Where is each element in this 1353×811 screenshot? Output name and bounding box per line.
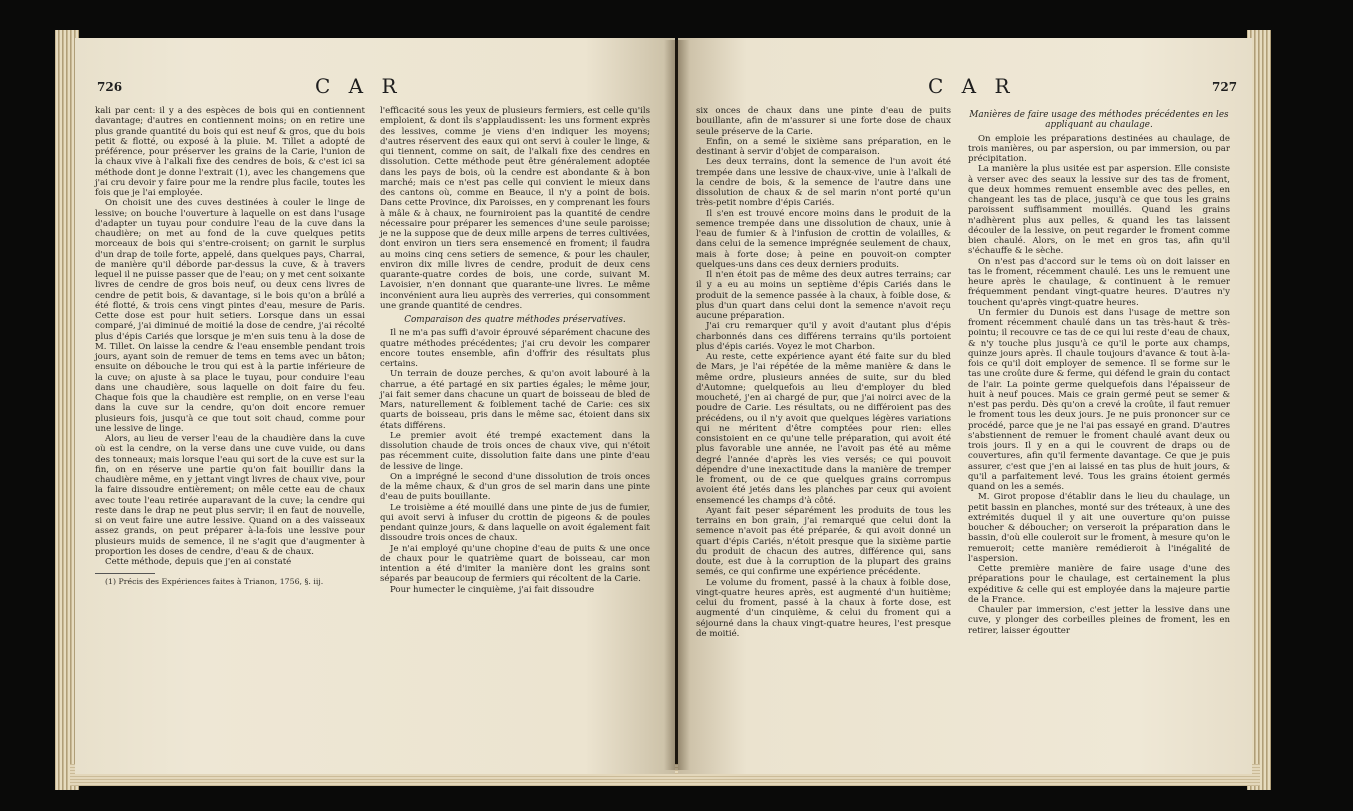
paragraph: Enfin, on a semé le sixième sans préparation, en le destinant à servir d'objet de comparaison.: [696, 136, 951, 157]
section-heading: Comparaison des quatre méthodes préservatives.: [404, 315, 626, 325]
paragraph: Au reste, cette expérience ayant été faite sur du bled de Mars, je l'ai répétée de la même manière & dans le même ordre, plusieurs années de suite, sur du bled d'Automne; quelquefois au lieu d'employer du bled moucheté, j'en ai chargé de pur, que j'ai noirci avec de la poudre de Carie. Les résultats, ou ne différoient pas des précédens, ou il n'y avoit que quelques légères variations qui ne méritent d'être comptées pour rien: elles consistoient en ce qu'une telle préparation, qui avoit été plus favorable une année, ne l'avoit pas été au même degré l'année d'après les vies versés; ce qui pouvoit dépendre d'une inexactitude dans la manière de tremper le froment, ou de ce que quelques grains corrompus avoient été jetés dans les planches par ceux qui avoient ensemencé les champs d'à côté.: [696, 352, 951, 506]
paragraph: Un fermier du Dunois est dans l'usage de mettre son froment récemment chaulé dans un tas très-haut & très-pointu; il recouvre ce tas de ce qui lui reste d'eau de chaux, & n'y touche plus jusqu'à ce qu'il le porte aux champs, quinze jours après. Il chaule toujours d'avance & tout à-la-fois ce qu'il doit employer de semence. Il se forme sur le tas une croûte dure & ferme, qui défend le grain du contact de l'air. La pointe germe quelquefois dans l'épaisseur de huit à neuf pouces. Mais ce grain germé peut se semer & n'est pas perdu. Dès qu'on a crevé la croûte, il faut remuer le froment tous les deux jours. Je ne puis prononcer sur ce procédé, parce que je ne l'ai pas essayé en grand. D'autres s'abstiennent de remuer le froment chaulé avant deux ou trois jours. Il y en a qui le couvrent de draps ou de couvertures, afin qu'il fermente davantage. Ce que je puis assurer, c'est que j'en ai laissé en tas plus de huit jours, & qu'il a parfaitement levé. Tous les grains étoient germés quand on les a semés.: [968, 307, 1230, 492]
paragraph: Le premier avoit été trempé exactement dans la dissolution chaude de trois onces de chaux vive, qui n'étoit pas récemment cuite, dissolution faite dans une pinte d'eau de lessive de linge.: [380, 430, 650, 472]
paragraph: Un terrain de douze perches, & qu'on avoit labouré à la charrue, a été partagé en six parties égales; le même jour, j'ai fait semer dans chacune un quart de boisseau de bled de Mars, naturellement & foiblement taché de Carie: ces six quarts de boisseau, pris dans le même sac, étoient dans six états différens.: [380, 369, 650, 431]
paragraph: On n'est pas d'accord sur le tems où on doit laisser en tas le froment, récemment chaulé. Les uns le remuent une heure après le chaulage, & continuent à le remuer fréquemment pendant vingt-quatre heures. D'autres n'y touchent qu'après vingt-quatre heures.: [968, 256, 1230, 308]
paragraph: Le volume du froment, passé à la chaux à foible dose, vingt-quatre heures après, est augmenté d'un huitième; celui du froment, passé à la chaux à forte dose, est augmenté d'un cinquième, & celui du froment qui a séjourné dans la chaux vingt-quatre heures, l'est presque de moitié.: [696, 577, 951, 639]
paragraph: On choisit une des cuves destinées à couler le linge de lessive; on bouche l'ouverture à laquelle on est dans l'usage d'adapter un tuyau pour conduire l'eau de la cuve dans la chaudière; on met au fond de la cuve quelques petits morceaux de bois qui s'entre-croisent; on garnit le surplus d'un drap de toile forte, appelé, dans quelques pays, Charrai, de manière qu'il déborde par-dessus la cuve, & à travers lequel il ne puisse passer que de l'eau; on y met cent soixante livres de cendre de gros bois neuf, ou deux cens livres de cendre de petit bois, & davantage, si le bois qu'on a brûlé a été flotté, & trois cens vingt pintes d'eau, mesure de Paris. Cette dose est pour huit setiers. Lorsque dans un essai comparé, j'ai diminué de moitié la dose de cendre, j'ai récolté plus d'épis Cariés que lorsque je m'en suis tenu à la dose de M. Tillet. On laisse la cendre & l'eau ensemble pendant trois jours, ayant soin de remuer de tems en tems avec un bâton; ensuite on débouche le trou qui est à la partie inférieure de la cuve; on ajuste à sa place le tuyau, pour conduire l'eau dans une chaudière, sous laquelle on doit faire du feu. Chaque fois que la chaudière est remplie, on en verse l'eau dans la cuve sur la cendre, qu'on doit encore remuer plusieurs fois, jusqu'à ce que tout soit chaud, comme pour une lessive de linge.: [95, 198, 365, 434]
running-head: C A R: [928, 74, 1016, 98]
footnote-rule: [95, 573, 155, 574]
left-page: [75, 38, 675, 774]
book-gutter: [664, 40, 690, 770]
left-column-2: [380, 106, 650, 595]
paragraph: On emploie les préparations destinées au chaulage, de trois manières, ou par aspersion, ou par immersion, ou par précipitation.: [968, 133, 1230, 164]
paragraph: Il s'en est trouvé encore moins dans le produit de la semence trempée dans une dissolution de chaux, unie à l'eau de fumier & à l'infusion de crottin de volailles, & dans celui de la semence imprégnée seulement de chaux, mais à forte dose; à peine en pouvoit-on compter quelques-uns dans ces deux derniers produits.: [696, 208, 951, 270]
paragraph: Les deux terrains, dont la semence de l'un avoit été trempée dans une lessive de chaux-vive, unie à l'alkali de la cendre de bois, & la semence de l'autre dans une dissolution de chaux & de sel marin n'ont porté qu'un très-petit nombre d'épis Cariés.: [696, 157, 951, 209]
paragraph: Alors, au lieu de verser l'eau de la chaudière dans la cuve où est la cendre, on la verse dans une cuve vuide, ou dans des tonneaux; mais lorsque l'eau qui sort de la cuve est sur la fin, on en réserve une partie qu'on fait bouillir dans la chaudière même, en y jettant vingt livres de chaux vive, pour la faire dissoudre entièrement; on mêle cette eau de chaux avec toute l'eau retirée auparavant de la cuve; la cendre qui reste dans le drap ne peut plus servir; il en faut de nouvelle, si on veut faire une autre lessive. Quand on a des vaisseaux assez grands, on peut préparer à-la-fois une lessive pour plusieurs muids de semence, il ne s'agit que d'augmenter à proportion les doses de cendre, d'eau & de chaux.: [95, 434, 365, 557]
paragraph: On a imprégné le second d'une dissolution de trois onces de la même chaux, & d'un gros de sel marin dans une pinte d'eau de puits bouillante.: [380, 471, 650, 503]
paragraph: l'efficacité sous les yeux de plusieurs fermiers, est celle qu'ils emploient, & dont ils s'applaudissent: les uns forment exprès des lessives, comme je viens d'en indiquer les moyens; d'autres réservent des eaux qui ont servi à couler le linge, & qui tiennent, comme on sait, de l'alkali fixe des cendres en dissolution. Cette méthode peut être généralement adoptée dans les pays de bois, où la cendre est abondante & à bon marché; mais ce n'est pas celle qui convient le mieux dans des cantons où, comme en Beauce, il n'y a point de bois. Dans cette Province, dix Paroisses, en y comprenant les fours à mâle & à chaux, ne fourniroient pas la quantité de cendre nécessaire pour préparer les semences d'une seule paroisse; je ne la suppose que de deux mille arpens de terres cultivées, dont environ un tiers sera ensemencé en froment; il faudra au moins cinq cens setiers de semence, & pour les chauler, environ dix mille livres de cendre, produit de deux cens quarante-quatre cordes de bois, une corde, suivant M. Lavoisier, n'en donnant que quarante-une livres. Le même inconvénient aura lieu auprès des verreries, qui consomment une grande quantité de cendres.: [380, 106, 650, 311]
paragraph: Cette méthode, depuis que j'en ai constaté: [105, 557, 292, 567]
section-heading: Manières de faire usage des méthodes précédentes en les appliquant au chaulage.: [969, 110, 1229, 131]
paragraph: Cette première manière de faire usage d'une des préparations pour le chaulage, est certainement la plus expéditive & celle qui est employée dans la majeure partie de la France.: [968, 564, 1230, 605]
running-head: C A R: [315, 74, 403, 98]
page-number: 727: [1212, 80, 1238, 94]
paragraph: J'ai cru remarquer qu'il y avoit d'autant plus d'épis charbonnés dans ces différens terrains qu'ils portoient plus d'épis cariés. Voyez le mot Charbon.: [696, 321, 951, 352]
paragraph: Pour humecter le cinquième, j'ai fait dissoudre: [390, 584, 595, 595]
page-number: 726: [97, 80, 123, 94]
paragraph: six onces de chaux dans une pinte d'eau de puits bouillante, afin de m'assurer si une forte dose de chaux seule préserve de la Carie.: [696, 106, 951, 137]
paragraph: Je n'ai employé qu'une chopine d'eau de puits & une once de chaux pour le quatrième quart de boisseau, car mon intention a été d'imiter la manière dont les grains sont séparés par beaucoup de fermiers qui récoltent de la Carie.: [380, 543, 650, 585]
right-column-2: [968, 106, 1230, 636]
paragraph: kali par cent: il y a des espèces de bois qui en contiennent davantage; d'autres en contiennent moins; on en retire une plus grande quantité du bois qui est neuf & gros, que du bois petit & flotté, ou exposé à la pluie. M. Tillet a adopté de préférence, pour préserver les grains de la Carie, l'union de la chaux vive à l'alkali fixe des cendres de bois, & c'est ici sa méthode dont je donne l'extrait (1), avec les changemens que j'ai cru devoir y faire pour me la rendre plus facile, toutes les fois que je l'ai employée.: [95, 106, 365, 198]
left-column-1: [95, 106, 365, 587]
right-column-1: [696, 106, 951, 639]
right-page: [678, 38, 1252, 774]
paragraph: Le troisième a été mouillé dans une pinte de jus de fumier, qui avoit servi à infuser du crottin de pigeons & de poules pendant quinze jours, & dans laquelle on avoit également fait dissoudre trois onces de chaux.: [380, 502, 650, 544]
paragraph: Chauler par immersion, c'est jetter la lessive dans une cuve, y plonger des corbeilles pleines de froment, les en retirer, laisser égoutter: [968, 605, 1230, 636]
footnote: (1) Précis des Expériences faites à Trianon, 1756, §. iij.: [105, 577, 324, 587]
paragraph: Il n'en étoit pas de même des deux autres terrains; car il y a eu au moins un septième d'épis Cariés dans le produit de la semence passée à la chaux, à foible dose, & plus d'un quart dans celui dont la semence n'avoit reçu aucune préparation.: [696, 270, 951, 321]
paragraph: Il ne m'a pas suffi d'avoir éprouvé séparément chacune des quatre méthodes précédentes; j'ai cru devoir les comparer encore toutes ensemble, afin d'offrir des résultats plus certains.: [380, 328, 650, 369]
paragraph: La manière la plus usitée est par aspersion. Elle consiste à verser avec des seaux la lessive sur des tas de froment, que deux hommes remuent ensemble avec des pelles, en changeant les tas de place, jusqu'à ce que tous les grains paroissent suffisamment mouillés. Quand les grains n'adhèrent plus aux pelles, & quand les tas laissent découler de la lessive, on peut regarder le froment comme bien chaulé. Alors, on le met en gros tas, afin qu'il s'échauffe & le sèche.: [968, 164, 1230, 257]
paragraph: Ayant fait peser séparément les produits de tous les terrains en bon grain, j'ai remarqué que celui dont la semence n'avoit pas été préparée, & qui avoit donné un quart d'épis Cariés, n'étoit presque que la sixième partie du produit de chacun des autres, différence qui, sans doute, est due à la corruption de la plupart des grains semés, ce qui confirme une expérience précédente.: [696, 505, 951, 578]
paragraph: M. Girot propose d'établir dans le lieu du chaulage, un petit bassin en planches, monté sur des tréteaux, à une des extrémités duquel il y ait une ouverture qu'on puisse boucher & déboucher; on verseroit la préparation dans le bassin, d'où elle couleroit sur le froment, à mesure qu'on le remueroit; cette manière remédieroit à l'inégalité de l'aspersion.: [968, 492, 1230, 564]
